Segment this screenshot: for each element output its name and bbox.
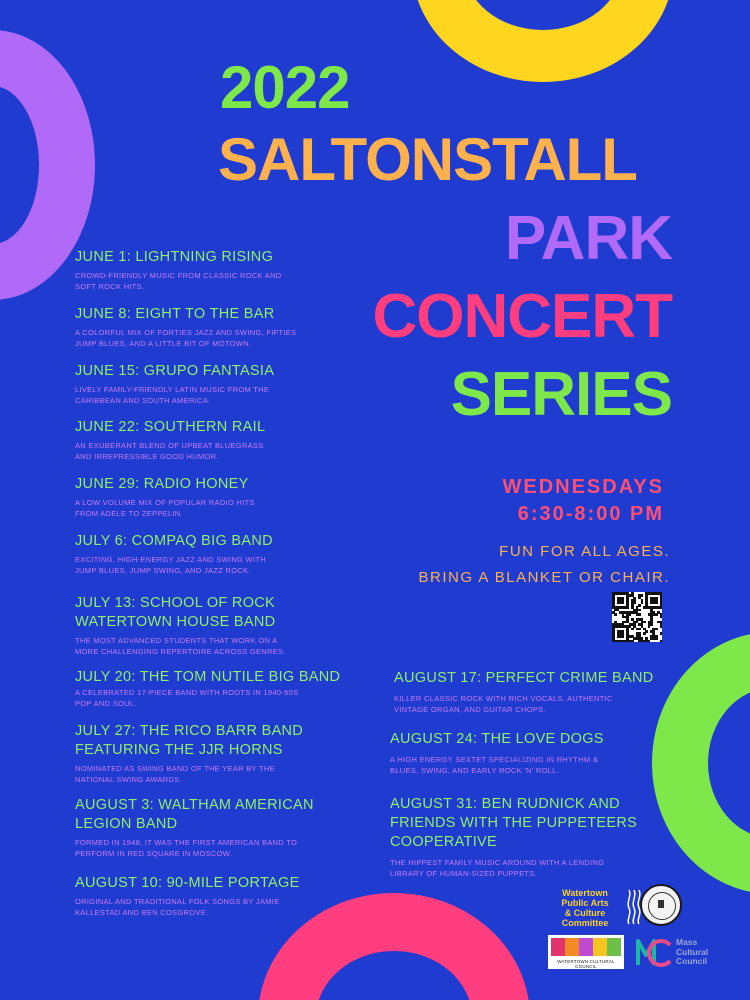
qr-module xyxy=(631,628,634,631)
event-desc-line: A COLORFUL MIX OF FORTIES JAZZ AND SWING, FIFTIES xyxy=(75,328,297,337)
event-desc-line: A LOW VOLUME MIX OF POPULAR RADIO HITS xyxy=(75,498,255,507)
title-year: 2022 xyxy=(220,54,350,121)
wcc-block xyxy=(579,938,593,956)
event-june-22 xyxy=(75,418,265,462)
qr-module xyxy=(648,625,651,628)
event-description xyxy=(75,687,340,709)
qr-module xyxy=(660,606,663,609)
wcc-color-blocks xyxy=(551,938,621,956)
event-title: JUNE 1: LIGHTNING RISING xyxy=(75,249,274,265)
watertown-logo-line: Public Arts xyxy=(561,898,609,908)
event-desc-line: MORE CHALLENGING REPERTOIRE ACROSS GENRES. xyxy=(75,647,286,656)
mass-cultural-council-text xyxy=(676,938,708,967)
event-desc-line: NOMINATED AS SWING BAND OF THE YEAR BY THE xyxy=(75,764,275,773)
qr-module xyxy=(650,623,653,626)
qr-module xyxy=(660,616,663,619)
event-desc-line: BLUES, SWING, AND EARLY ROCK 'N' ROLL. xyxy=(390,766,560,775)
event-desc-line: A CELEBRATED 17-PIECE BAND WITH ROOTS IN 1940-50S xyxy=(75,688,299,697)
qr-module xyxy=(655,637,658,640)
watertown-logo-text xyxy=(545,888,625,928)
watertown-cultural-council-logo xyxy=(548,935,624,969)
qr-module xyxy=(645,630,648,633)
mcc-line: Council xyxy=(676,956,708,966)
event-july-27 xyxy=(75,722,303,785)
event-description xyxy=(75,270,282,292)
title-series: SERIES xyxy=(450,360,672,429)
event-description xyxy=(75,896,300,918)
wcc-block xyxy=(551,938,565,956)
event-desc-line: FORMED IN 1948, IT WAS THE FIRST AMERICAN BAND TO xyxy=(75,838,298,847)
tagline-line-1: FUN FOR ALL AGES. xyxy=(499,543,670,560)
event-august-24 xyxy=(390,730,604,776)
watertown-public-arts-logo xyxy=(545,888,625,928)
title-concert: CONCERT xyxy=(372,282,672,351)
event-desc-line: LIBRARY OF HUMAN-SIZED PUPPETS. xyxy=(390,869,537,878)
event-desc-line: KALLESTAD AND BEN COSGROVE. xyxy=(75,908,209,917)
event-description xyxy=(75,327,296,349)
qr-module xyxy=(660,625,663,628)
event-july-6 xyxy=(75,532,273,576)
qr-module xyxy=(638,613,641,616)
event-description xyxy=(75,635,286,657)
watertown-logo-line: Committee xyxy=(561,918,609,928)
event-june-8 xyxy=(75,305,296,349)
event-august-31 xyxy=(390,795,637,879)
event-june-29 xyxy=(75,475,255,519)
event-title: AUGUST 3: WALTHAM AMERICAN xyxy=(75,797,314,813)
event-august-17 xyxy=(394,669,654,715)
wcc-block xyxy=(565,938,579,956)
schedule-block xyxy=(502,474,664,528)
qr-module xyxy=(655,628,658,631)
event-title: AUGUST 17: PERFECT CRIME BAND xyxy=(394,670,654,686)
event-desc-line: VINTAGE ORGAN, AND GUITAR CHOPS. xyxy=(394,705,546,714)
event-title-line-2: FRIENDS WITH THE PUPPETEERS xyxy=(390,815,638,831)
event-title: JUNE 29: RADIO HONEY xyxy=(75,476,249,492)
event-description xyxy=(75,837,314,859)
green-ring-decoration xyxy=(652,632,750,894)
event-desc-line: JUMP BLUES, JUMP SWING, AND JAZZ ROCK. xyxy=(75,566,251,575)
event-june-15 xyxy=(75,362,274,406)
mass-cultural-council-icon xyxy=(636,935,672,969)
wcc-block xyxy=(607,938,621,956)
event-title-line-2: FEATURING THE JJR HORNS xyxy=(75,742,283,758)
event-description xyxy=(75,497,255,519)
event-desc-line: AN EXUBERANT BLEND OF UPBEAT BLUEGRASS xyxy=(75,441,264,450)
event-desc-line: THE MOST ADVANCED STUDENTS THAT WORK ON A xyxy=(75,636,278,645)
event-title: AUGUST 31: BEN RUDNICK AND xyxy=(390,796,620,812)
qr-module xyxy=(638,604,641,607)
schedule-day: WEDNESDAYS xyxy=(502,476,664,498)
event-desc-line: ORIGINAL AND TRADITIONAL FOLK SONGS BY JAMIE xyxy=(75,897,280,906)
qr-module xyxy=(648,640,651,643)
event-title-line-2: LEGION BAND xyxy=(75,816,178,832)
event-desc-line: EXCITING, HIGH-ENERGY JAZZ AND SWING WITH xyxy=(75,555,266,564)
yellow-ring-decoration xyxy=(412,0,674,82)
event-june-1 xyxy=(75,248,282,292)
wcc-logo-text: WATERTOWN CULTURAL COUNCIL xyxy=(557,959,615,969)
event-description xyxy=(394,693,654,715)
qr-module xyxy=(631,640,634,643)
event-august-3 xyxy=(75,796,314,859)
mcc-line: Mass xyxy=(676,937,698,947)
event-title: JUNE 22: SOUTHERN RAIL xyxy=(75,419,266,435)
tagline-line-2: BRING A BLANKET OR CHAIR. xyxy=(418,569,670,586)
qr-module xyxy=(641,594,644,597)
tagline-block xyxy=(419,539,670,591)
qr-module xyxy=(641,602,644,605)
event-title: AUGUST 10: 90-MILE PORTAGE xyxy=(75,875,300,891)
event-desc-line: CROWD-FRIENDLY MUSIC FROM CLASSIC ROCK AND xyxy=(75,271,282,280)
event-desc-line: A HIGH ENERGY SEXTET SPECIALIZING IN RHYTHM & xyxy=(390,755,599,764)
event-description xyxy=(75,763,303,785)
event-title-line-3: COOPERATIVE xyxy=(390,834,497,850)
event-desc-line: FROM ADELE TO ZEPPELIN. xyxy=(75,509,183,518)
qr-module xyxy=(643,621,646,624)
event-description xyxy=(75,440,265,462)
qr-module xyxy=(643,632,646,635)
watertown-logo-line: Watertown xyxy=(562,888,608,898)
event-description xyxy=(75,554,273,576)
qr-module xyxy=(629,613,632,616)
event-desc-line: LIVELY FAMILY-FRIENDLY LATIN MUSIC FROM THE xyxy=(75,385,270,394)
event-title: JULY 20: THE TOM NUTILE BIG BAND xyxy=(75,669,341,685)
seal-center-mark xyxy=(658,900,664,908)
town-seal-icon xyxy=(640,884,682,926)
watertown-logo-line: & Culture xyxy=(564,908,606,918)
event-desc-line: KILLER CLASSIC ROCK WITH RICH VOCALS, AUTHENTIC xyxy=(394,694,613,703)
event-july-13 xyxy=(75,594,286,657)
event-desc-line: SOFT ROCK HITS. xyxy=(75,282,145,291)
qr-module xyxy=(626,606,629,609)
event-desc-line: POP AND SOUL. xyxy=(75,699,137,708)
qr-module xyxy=(638,628,641,631)
qr-module xyxy=(622,602,625,605)
qr-module xyxy=(622,635,625,638)
event-desc-line: CARIBBEAN AND SOUTH AMERICA. xyxy=(75,396,211,405)
qr-module xyxy=(638,609,641,612)
event-description xyxy=(390,754,604,776)
qr-module xyxy=(614,613,617,616)
wave-bars-icon xyxy=(627,888,641,926)
qr-code[interactable] xyxy=(612,592,662,642)
event-title: JUNE 8: EIGHT TO THE BAR xyxy=(75,306,275,322)
qr-module xyxy=(660,640,663,643)
event-desc-line: NATIONAL SWING AWARDS. xyxy=(75,775,182,784)
title-saltonstall: SALTONSTALL xyxy=(218,126,637,193)
wcc-block xyxy=(593,938,607,956)
event-desc-line: JUMP BLUES, AND A LITTLE BIT OF MOTOWN. xyxy=(75,339,252,348)
qr-module xyxy=(655,602,658,605)
event-july-20 xyxy=(75,668,340,709)
event-title: JULY 27: THE RICO BARR BAND xyxy=(75,723,304,739)
event-title: JULY 6: COMPAQ BIG BAND xyxy=(75,533,273,549)
event-title: AUGUST 24: THE LOVE DOGS xyxy=(390,731,604,747)
event-title: JULY 13: SCHOOL OF ROCK xyxy=(75,595,276,611)
event-description xyxy=(390,857,637,879)
qr-module xyxy=(633,602,636,605)
event-title-line-2: WATERTOWN HOUSE BAND xyxy=(75,614,276,630)
mcc-line: Cultural xyxy=(676,946,709,957)
event-desc-line: PERFORM IN RED SQUARE IN MOSCOW. xyxy=(75,849,233,858)
event-desc-line: THE HIPPEST FAMILY MUSIC AROUND WITH A LENDING xyxy=(390,858,605,867)
qr-module xyxy=(660,632,663,635)
schedule-time: 6:30-8:00 PM xyxy=(517,503,664,525)
event-desc-line: AND IRREPRESSIBLE GOOD HUMOR. xyxy=(75,452,219,461)
title-park: PARK xyxy=(504,204,672,273)
event-title: JUNE 15: GRUPO FANTASIA xyxy=(75,363,275,379)
event-description xyxy=(75,384,274,406)
qr-module xyxy=(655,613,658,616)
event-august-10 xyxy=(75,874,300,918)
